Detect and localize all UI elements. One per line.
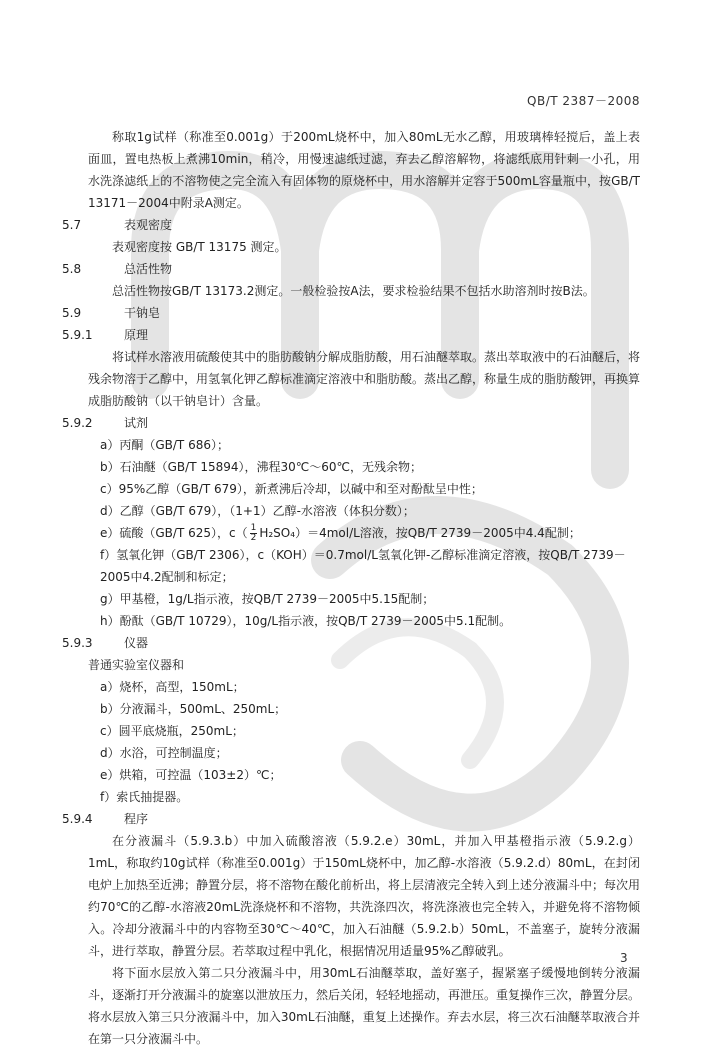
paragraph: 将下面水层放入第二只分液漏斗中，用30mL石油醚萃取，盖好塞子，握紧塞子缓慢地倒转分液漏斗，逐渐打开分液漏斗的旋塞以泄放压力，然后关闭，轻轻地摇动，再泄压。重复操作三次，静置分层。将水层放入第三只分液漏斗中，加入30mL石油醚，重复上述操作。弃去水层，将三次石油醚萃取液合并在第一只分液漏斗中。 [88,966,641,1046]
chemical-formula: H₂SO₄ [259,526,296,540]
subsection-heading [62,808,614,830]
subsection-title: 试剂 [124,416,149,430]
reagent-item: g）甲基橙，1g/L指示液，按QB/T 2739－2005中5.15配制； [100,592,435,606]
subsection-title: 程序 [124,812,149,826]
paragraph: 表观密度按 GB/T 13175 测定。 [112,240,287,254]
reagent-text: ）＝4mol/L溶液，按QB/T 2739－2005中4.4配制； [295,526,581,540]
subsection-heading [62,632,614,654]
instrument-item: f）索氏抽提器。 [100,790,189,804]
instrument-item: e）烘箱，可控温（103±2）℃； [100,768,282,782]
section-heading [62,214,614,236]
fraction-denominator: 2 [250,533,257,543]
reagent-item: h）酚酞（GB/T 10729），10g/L指示液，按QB/T 2739－2005中5.1配制。 [100,614,512,628]
instrument-item: b）分液漏斗，500mL、250mL； [100,702,287,716]
page-number: 3 [620,951,628,965]
subsection-number: 5.9.3 [62,636,93,650]
section-number: 5.7 [62,218,82,232]
section-number: 5.9 [62,306,82,320]
subsection-title: 仪器 [124,636,149,650]
reagent-text: e）硫酸（GB/T 625），c（ [100,526,248,540]
section-number: 5.8 [62,262,82,276]
fraction-numerator: 1 [250,523,257,533]
document-body [62,126,641,1050]
reagent-item: f）氢氧化钾（GB/T 2306），c（KOH）＝0.7mol/L氢氧化钾-乙醇标准滴定溶液，按QB/T 2739－2005中4.2配制和标定； [100,548,626,584]
section-title: 总活性物 [124,262,173,276]
subsection-title: 原理 [124,328,149,342]
instrument-item: a）烧杯，高型，150mL； [100,680,245,694]
subsection-number: 5.9.1 [62,328,93,342]
paragraph: 将试样水溶液用硫酸使其中的脂肪酸钠分解成脂肪酸，用石油醚萃取。蒸出萃取液中的石油醚后，将残余物溶于乙醇中，用氢氧化钾乙醇标准滴定溶液中和脂肪酸。蒸出乙醇，称量生成的脂肪酸钾，再换算成脂肪酸钠（以干钠皂计）含量。 [88,350,641,408]
reagent-item: b）石油醚（GB/T 15894），沸程30℃～60℃，无残余物； [100,460,423,474]
section-title: 表观密度 [124,218,173,232]
subsection-heading [62,412,614,434]
section-heading [62,258,614,280]
reagent-item-sulfuric-acid [100,522,640,544]
reagent-item: d）乙醇（GB/T 679），（1+1）乙醇-水溶液（体积分数）； [100,504,415,518]
subsection-number: 5.9.2 [62,416,93,430]
instrument-item: d）水浴，可控制温度； [100,746,228,760]
paragraph: 称取1g试样（称准至0.001g）于200mL烧杯中，加入80mL无水乙醇，用玻璃棒轻搅后，盖上表面皿，置电热板上煮沸10min，稍冷，用慢速滤纸过滤，弃去乙醇溶解物，将滤纸底用针刺一小孔，用水洗涤滤纸上的不溶物使之完全流入有固体物的原烧杯中，用水溶解并定容于500mL容量瓶中，按GB/T 13171－2004中附录A测定。 [88,130,640,210]
subsection-heading [62,324,614,346]
fraction [250,524,258,543]
subsection-number: 5.9.4 [62,812,93,826]
reagent-item: c）95%乙醇（GB/T 679），新煮沸后冷却，以碱中和至对酚酞呈中性； [100,482,483,496]
instrument-item: c）圆平底烧瓶，250mL； [100,724,244,738]
paragraph: 在分液漏斗（5.9.3.b）中加入硫酸溶液（5.9.2.e）30mL，并加入甲基橙指示液（5.9.2.g）1mL，称取约10g试样（称准至0.001g）于150mL烧杯中，加乙醇-水溶液（5.9.2.d）80mL，在封闭电炉上加热至近沸；静置分层，将不溶物在酸化前析出，将上层清液完全转入到上述分液漏斗中；每次用约70℃的乙醇-水溶液20mL洗涤烧杯和不溶物，共洗涤四次，将洗涤液也完全转入，并避免将不溶物倾入。冷却分液漏斗中的内容物至30℃～40℃，加入石油醚（5.9.2.b）50mL，不盖塞子，旋转分液漏斗，进行萃取，静置分层。若萃取过程中乳化，根据情况用适量95%乙醇破乳。 [88,834,641,958]
standard-header: QB/T 2387－2008 [527,94,640,108]
paragraph: 总活性物按GB/T 13173.2测定。一般检验按A法，要求检验结果不包括水助溶剂时按B法。 [112,284,595,298]
reagent-item: a）丙酮（GB/T 686）； [100,438,229,452]
section-title: 干钠皂 [124,306,161,320]
section-heading [62,302,614,324]
paragraph: 普通实验室仪器和 [88,658,185,672]
